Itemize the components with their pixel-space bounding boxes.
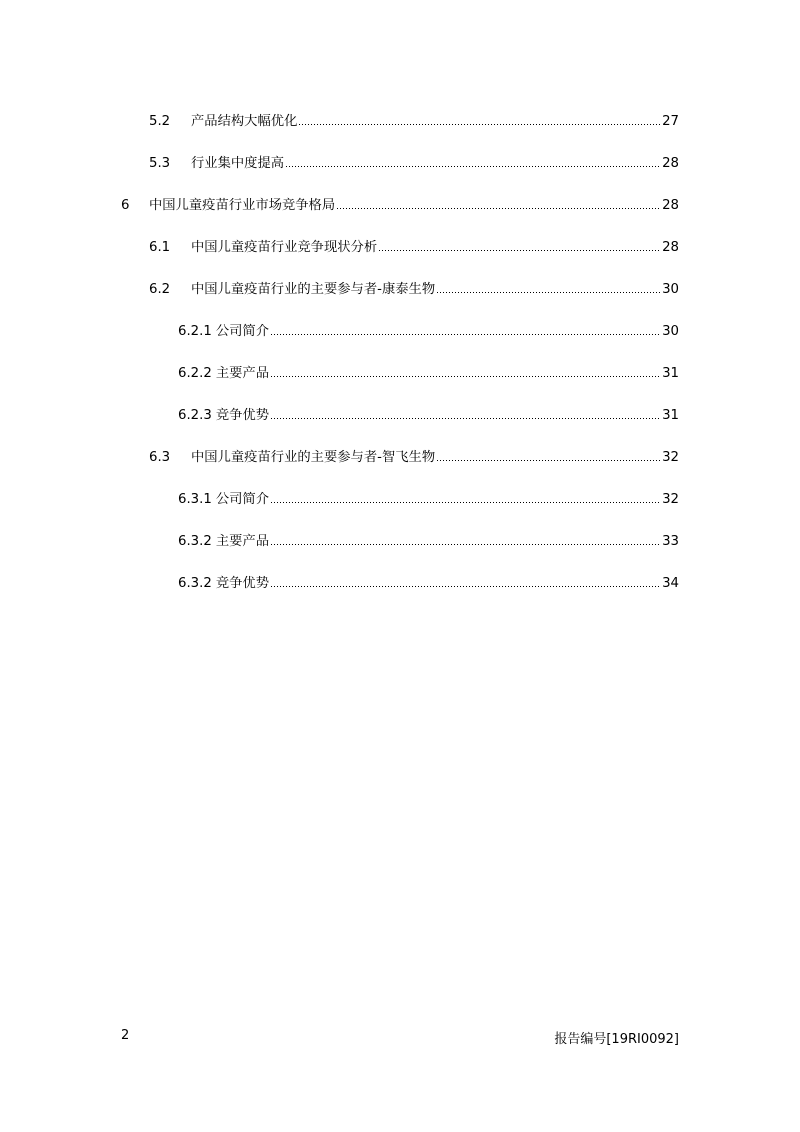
toc-entry-number: 6 (121, 197, 130, 213)
toc-entry-page: 33 (662, 533, 679, 549)
toc-entry-number: 6.2.3 (178, 407, 212, 423)
toc-entry-6-2-2[interactable] (178, 360, 679, 380)
toc-entry-number: 6.2.2 (178, 365, 212, 381)
toc-dot-leader (436, 291, 661, 294)
footer-page-number: 2 (121, 1028, 130, 1043)
toc-entry-number: 6.3.2 (178, 575, 212, 591)
toc-entry-page: 34 (662, 575, 679, 591)
toc-entry-page: 28 (662, 239, 679, 255)
toc-entry-5-3[interactable] (149, 150, 679, 170)
toc-entry-6[interactable] (121, 192, 679, 212)
toc-entry-page: 32 (662, 491, 679, 507)
toc-entry-title: 行业集中度提高 (191, 155, 285, 171)
toc-dot-leader (378, 249, 661, 252)
toc-entry-page: 31 (662, 365, 679, 381)
toc-dot-leader (436, 459, 661, 462)
toc-entry-page: 28 (662, 155, 679, 171)
toc-entry-number: 5.2 (149, 113, 171, 129)
toc-dot-leader (270, 375, 661, 378)
toc-entry-6-3[interactable] (149, 444, 679, 464)
toc-entry-title: 中国儿童疫苗行业市场竞争格局 (149, 197, 336, 213)
toc-entry-number: 6.3.2 (178, 533, 212, 549)
toc-dot-leader (298, 123, 661, 126)
toc-entry-number: 6.3.1 (178, 491, 212, 507)
toc-entry-title: 产品结构大幅优化 (191, 113, 298, 129)
toc-entry-title: 中国儿童疫苗行业竞争现状分析 (191, 239, 378, 255)
toc-dot-leader (270, 417, 661, 420)
toc-dot-leader (270, 585, 661, 588)
toc-entry-title: 竞争优势 (215, 407, 270, 423)
toc-entry-page: 31 (662, 407, 679, 423)
toc-entry-title: 中国儿童疫苗行业的主要参与者-智飞生物 (191, 449, 436, 465)
toc-entry-page: 32 (662, 449, 679, 465)
toc-entry-number: 6.3 (149, 449, 171, 465)
toc-entry-number: 6.1 (149, 239, 171, 255)
toc-dot-leader (270, 333, 661, 336)
toc-entry-title: 主要产品 (215, 533, 270, 549)
toc-entry-6-2-3[interactable] (178, 402, 679, 422)
toc-dot-leader (285, 165, 661, 168)
toc-entry-title: 中国儿童疫苗行业的主要参与者-康泰生物 (191, 281, 436, 297)
toc-entry-number: 5.3 (149, 155, 171, 171)
toc-entry-title: 主要产品 (215, 365, 270, 381)
toc-entry-page: 27 (662, 113, 679, 129)
toc-entry-6-3-2-advantage[interactable] (178, 570, 679, 590)
toc-entry-number: 6.2 (149, 281, 171, 297)
toc-entry-6-2[interactable] (149, 276, 679, 296)
toc-entry-page: 28 (662, 197, 679, 213)
toc-entry-title: 竞争优势 (215, 575, 270, 591)
footer-report-id: 报告编号[19RI0092] (554, 1032, 679, 1047)
toc-entry-6-1[interactable] (149, 234, 679, 254)
toc-entry-page: 30 (662, 323, 679, 339)
toc-entry-number: 6.2.1 (178, 323, 212, 339)
toc-entry-page: 30 (662, 281, 679, 297)
toc-entry-title: 公司简介 (215, 323, 270, 339)
toc-dot-leader (336, 207, 661, 210)
toc-entry-6-3-2[interactable] (178, 528, 679, 548)
toc-dot-leader (270, 543, 661, 546)
toc-entry-6-2-1[interactable] (178, 318, 679, 338)
toc-entry-6-3-1[interactable] (178, 486, 679, 506)
toc-entry-5-2[interactable] (149, 108, 679, 128)
toc-dot-leader (270, 501, 661, 504)
toc-entry-title: 公司简介 (215, 491, 270, 507)
